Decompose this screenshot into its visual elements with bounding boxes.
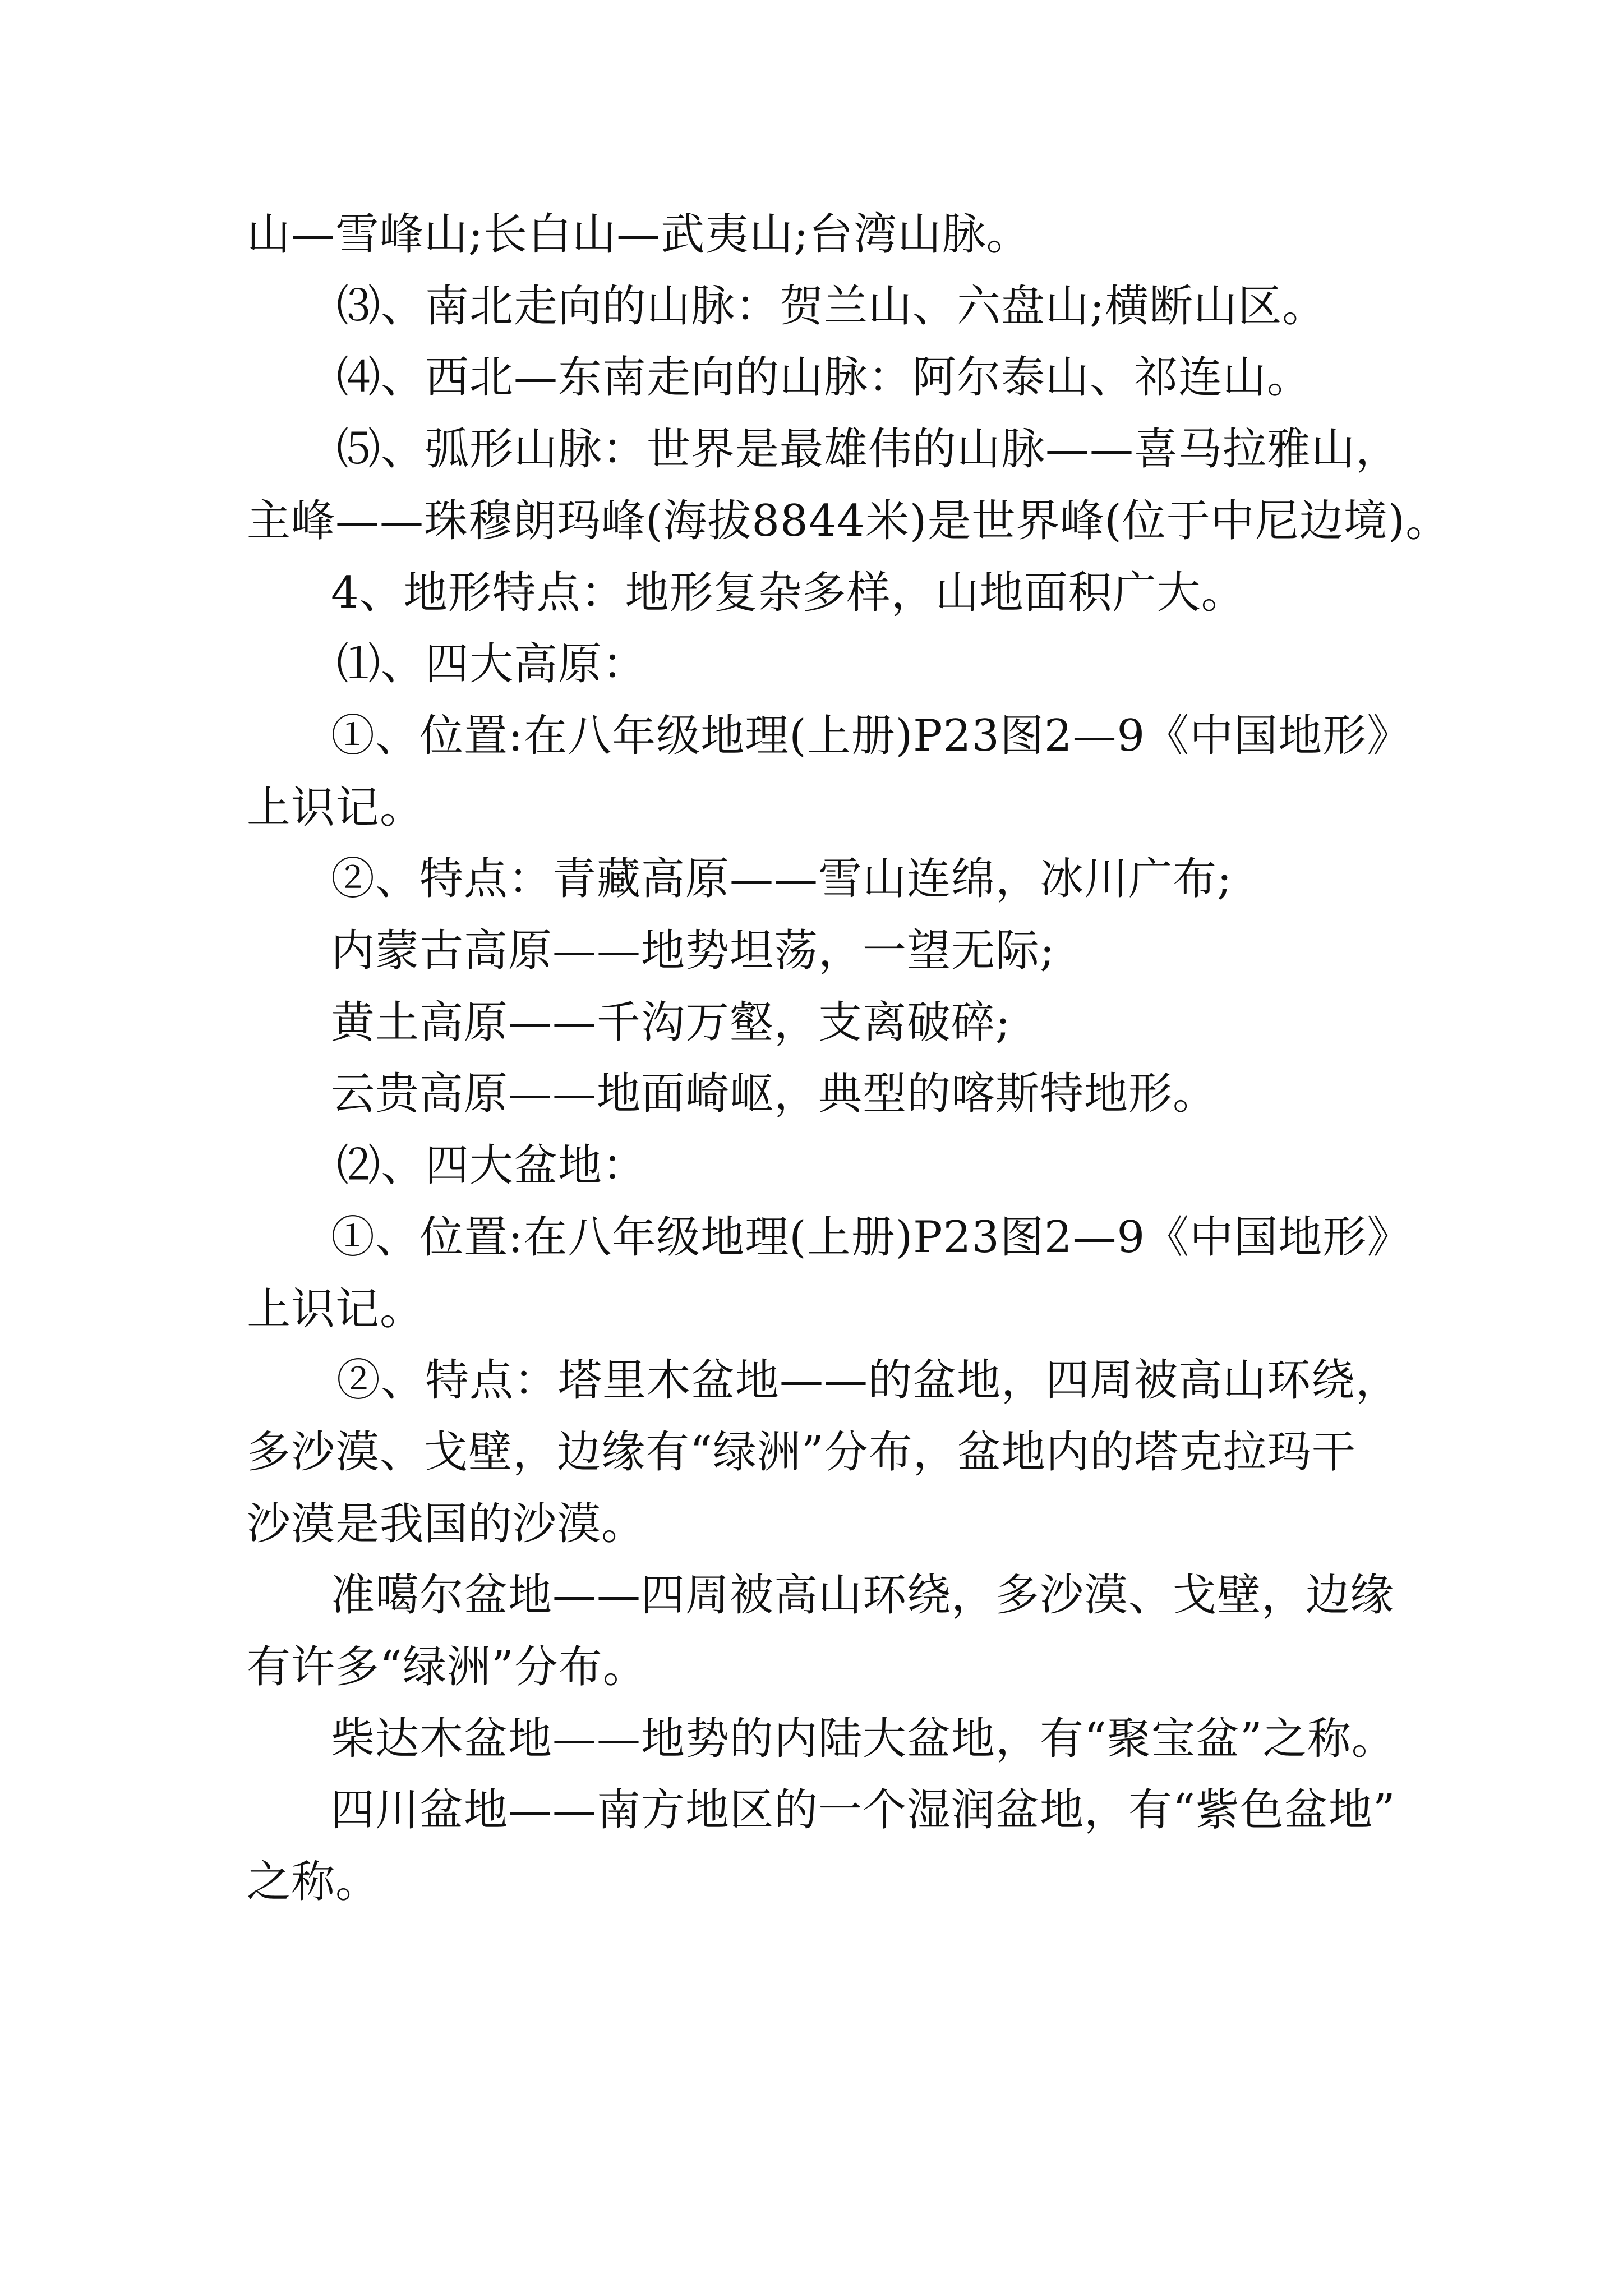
text-line: 多沙漠、戈壁，边缘有“绿洲”分布，盆地内的塔克拉玛干 xyxy=(247,1427,1356,1478)
text-line: ⑴、四大高原： xyxy=(336,639,647,690)
document-body xyxy=(247,199,1450,1918)
text-line: ⑶、南北走向的山脉：贺兰山、六盘山;横断山区。 xyxy=(336,280,1327,332)
text-line: 柴达木盆地——地势的内陆大盆地，有“聚宝盆”之称。 xyxy=(331,1713,1396,1764)
text-line: 上识记。 xyxy=(247,1283,425,1335)
text-line: 有许多“绿洲”分布。 xyxy=(247,1642,647,1693)
text-line: ⑷、西北—东南走向的山脉：阿尔泰山、祁连山。 xyxy=(336,352,1312,403)
text-line: 沙漠是我国的沙漠。 xyxy=(247,1498,646,1549)
text-line: ①、位置:在八年级地理(上册)P23图2—9《中国地形》 xyxy=(331,1212,1412,1263)
text-line: 黄土高原——千沟万壑，支离破碎; xyxy=(331,997,1011,1048)
text-line: 主峰——珠穆朗玛峰(海拔8844米)是世界峰(位于中尼边境)。 xyxy=(247,495,1450,546)
text-line: ②、特点：塔里木盆地——的盆地，四周被高山环绕， xyxy=(336,1355,1400,1406)
text-line: 上识记。 xyxy=(247,782,425,833)
text-line: 云贵高原——地面崎岖，典型的喀斯特地形。 xyxy=(331,1069,1218,1120)
text-line: 山—雪峰山;长白山—武夷山;台湾山脉。 xyxy=(247,209,1031,260)
text-line: ①、位置:在八年级地理(上册)P23图2—9《中国地形》 xyxy=(331,710,1412,761)
text-line: 4、地形特点：地形复杂多样，山地面积广大。 xyxy=(331,567,1246,618)
text-line: 准噶尔盆地——四周被高山环绕，多沙漠、戈壁，边缘 xyxy=(331,1570,1395,1621)
text-line: 内蒙古高原——地势坦荡，一望无际; xyxy=(331,926,1055,977)
text-line: ⑸、弧形山脉：世界是最雄伟的山脉——喜马拉雅山， xyxy=(336,424,1400,475)
text-line: 之称。 xyxy=(247,1857,380,1908)
text-line: ⑵、四大盆地： xyxy=(336,1140,647,1191)
text-line: 四川盆地——南方地区的一个湿润盆地，有“紫色盆地” xyxy=(331,1785,1396,1836)
text-line: ②、特点：青藏高原——雪山连绵，冰川广布; xyxy=(331,854,1233,905)
